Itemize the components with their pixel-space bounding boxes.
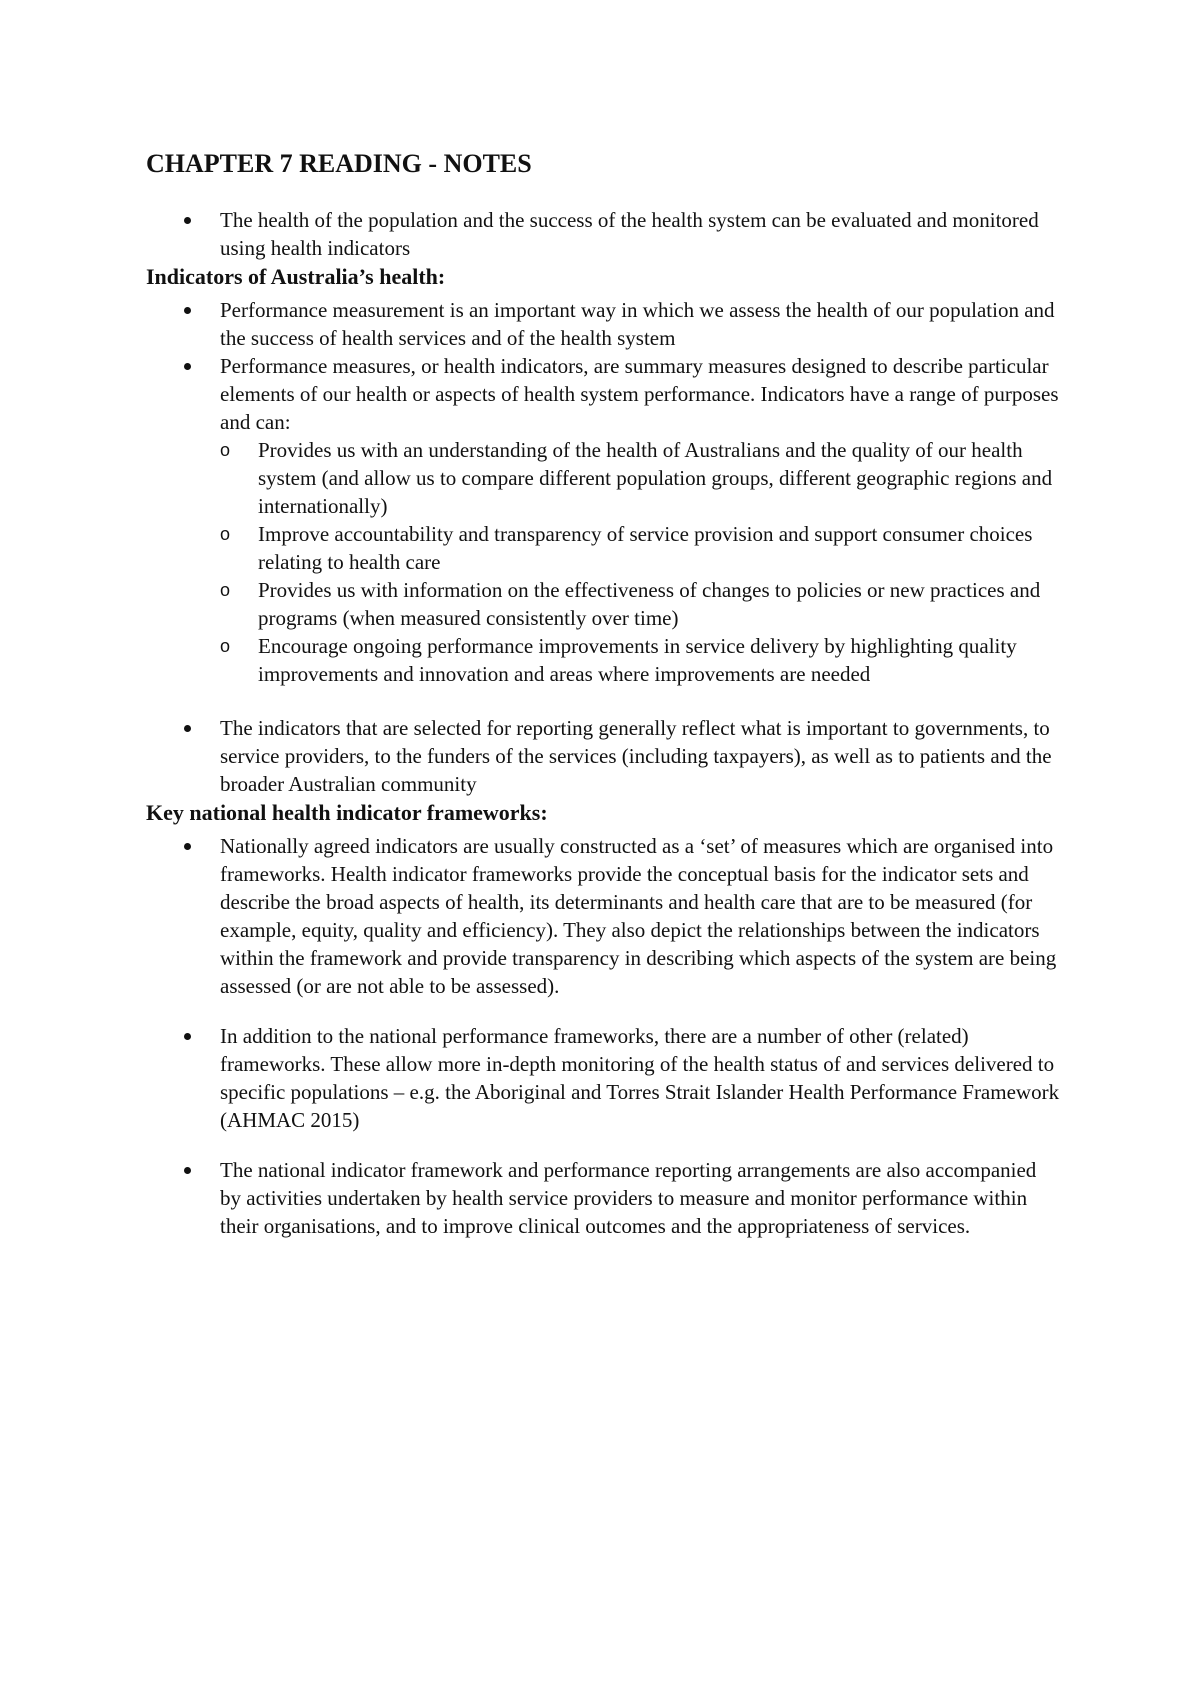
indicators-bullet-list [146,296,1060,688]
intro-bullet-list [146,206,1060,262]
indicators-closing-list [146,714,1060,798]
indicators-bullet [146,352,1060,688]
frameworks-bullet: Nationally agreed indicators are usually constructed as a ‘set’ of measures which are organised into frameworks. Health indicator frameworks provide the conceptual basis for the indicator sets and describe the broad aspects of health, its determinants and health care that are to be measured (for example, equity, quality and efficiency). They also depict the relationships between the indicators within the framework and provide transparency in describing which aspects of the system are being assessed (or are not able to be assessed). [146,832,1060,1000]
purpose-item: o Provides us with information on the effectiveness of changes to policies or new practices and programs (when measured consistently over time) [220,576,1060,632]
indicator-purposes-list [220,436,1060,688]
frameworks-bullet: In addition to the national performance frameworks, there are a number of other (related) frameworks. These allow more in-depth monitoring of the health status of and services delivered to specific populations – e.g. the Aboriginal and Torres Strait Islander Health Performance Framework (AHMAC 2015) [146,1022,1060,1134]
indicators-closing-bullet: The indicators that are selected for reporting generally reflect what is important to governments, to service providers, to the funders of the services (including taxpayers), as well as to patients and the broader Australian community [146,714,1060,798]
section-heading-frameworks: Key national health indicator frameworks: [146,800,548,825]
frameworks-bullet-list [146,832,1060,1240]
intro-bullet: The health of the population and the success of the health system can be evaluated and monitored using health indicators [146,206,1060,262]
section-heading-indicators: Indicators of Australia’s health: [146,264,446,289]
purpose-item: o Improve accountability and transparency of service provision and support consumer choices relating to health care [220,520,1060,576]
indicators-bullet: Performance measurement is an important way in which we assess the health of our population and the success of health services and of the health system [146,296,1060,352]
document-title: CHAPTER 7 READING - NOTES [146,149,532,178]
purpose-item: o Provides us with an understanding of the health of Australians and the quality of our health system (and allow us to compare different population groups, different geographic regions and internationally) [220,436,1060,520]
frameworks-bullet: The national indicator framework and performance reporting arrangements are also accompanied by activities undertaken by health service providers to measure and monitor performance within their organisations, and to improve clinical outcomes and the appropriateness of services. [146,1156,1060,1240]
indicators-bullet-text: Performance measures, or health indicators, are summary measures designed to describe particular elements of our health or aspects of health system performance. Indicators have a range of purposes and can: [220,354,1059,434]
purpose-item: o Encourage ongoing performance improvements in service delivery by highlighting quality improvements and innovation and areas where improvements are needed [220,632,1060,688]
